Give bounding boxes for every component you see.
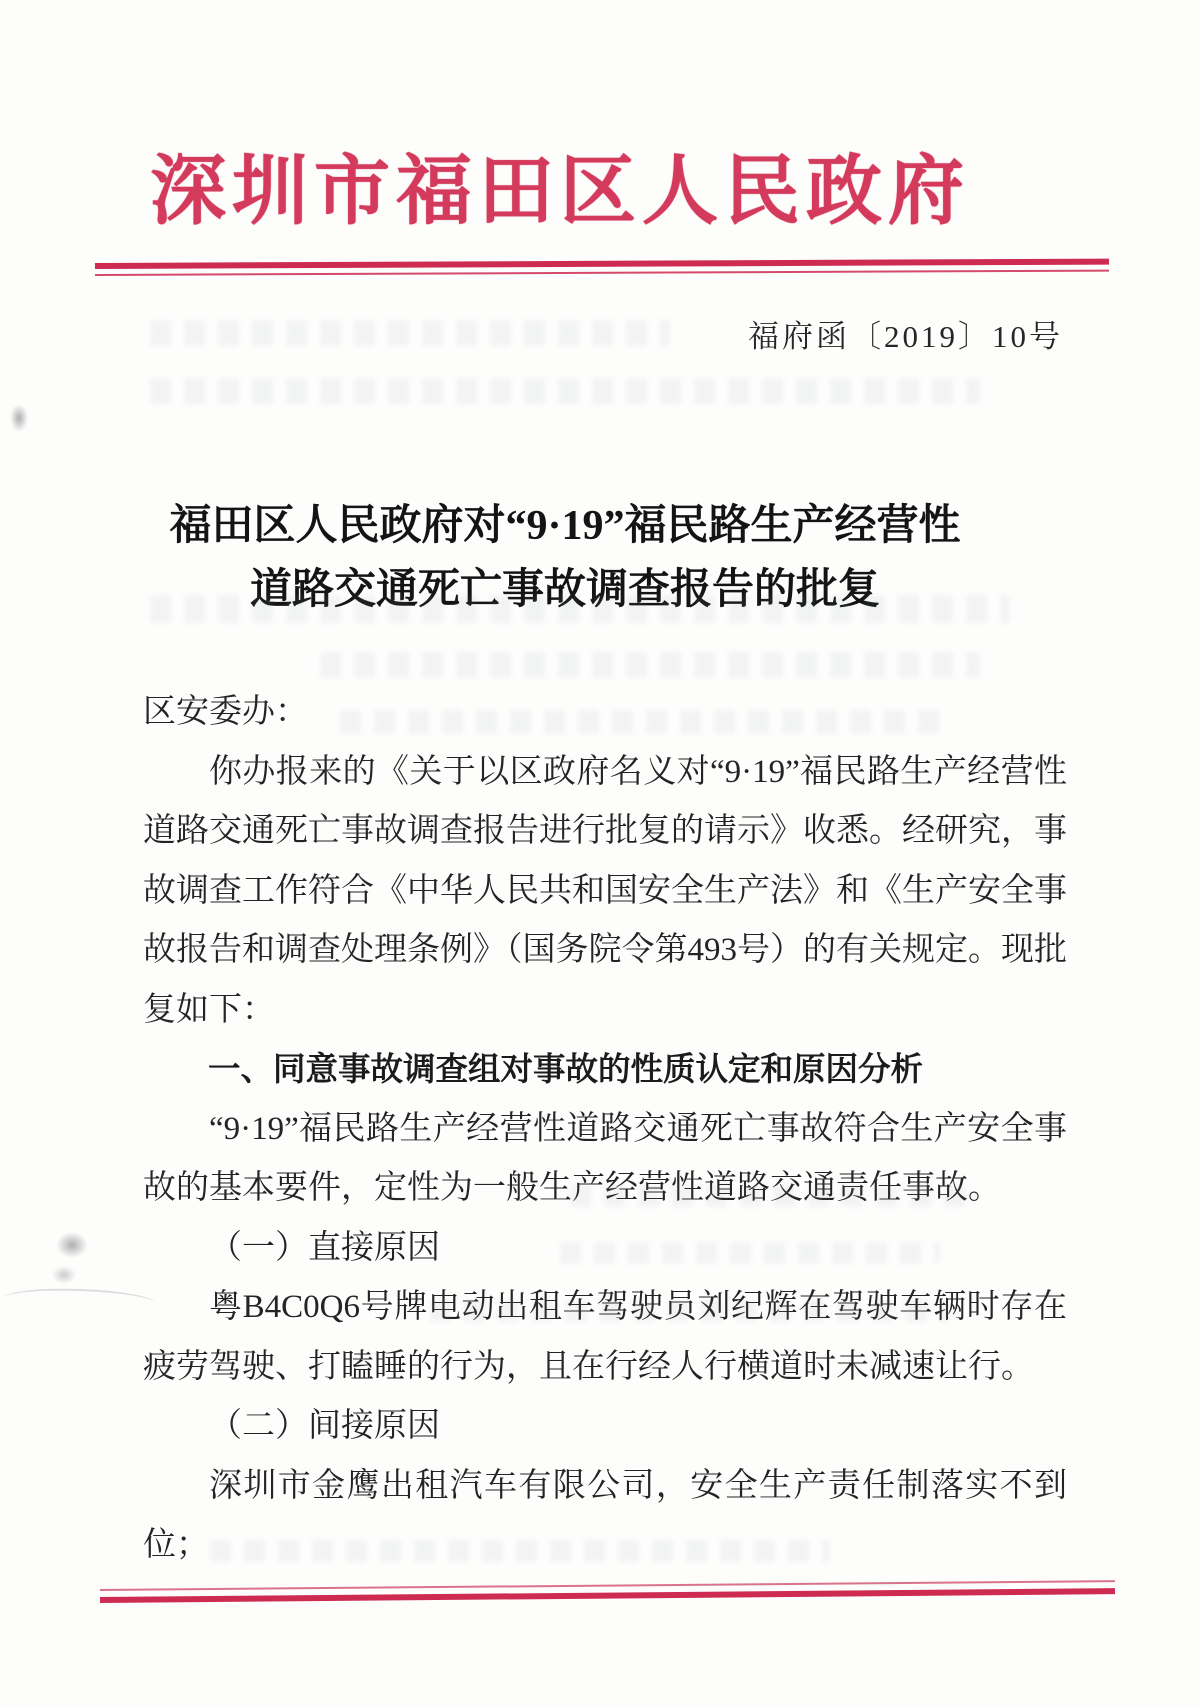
document-body bbox=[143, 683, 1067, 1576]
letterhead-rule bbox=[95, 259, 1109, 276]
document-number: 福府函〔2019〕10号 bbox=[748, 319, 1063, 354]
bleedthrough-smudge bbox=[320, 652, 980, 678]
subsection-1-heading: （一）直接原因 bbox=[209, 1229, 440, 1266]
footer-rule bbox=[100, 1580, 1115, 1603]
ink-speck bbox=[10, 404, 28, 432]
bleedthrough-smudge bbox=[150, 378, 980, 404]
paragraph-intro: 你办报来的《关于以区政府名义对“9·19”福民路生产经营性道路交通死亡事故调查报告进行批复的请示》收悉。经研究，事故调查工作符合《中华人民共和国安全生产法》和《生产安全事故报告和调查处理条例》（国务院令第493号）的有关规定。现批复如下： bbox=[143, 753, 1067, 1028]
document-title-line-1: 福田区人民政府对“9·19”福民路生产经营性 bbox=[169, 503, 961, 549]
paragraph-direct-cause: 粤B4C0Q6号牌电动出租车驾驶员刘纪辉在驾驶车辆时存在疲劳驾驶、打瞌睡的行为，且在行经人行横道时未减速让行。 bbox=[143, 1289, 1067, 1385]
ink-speck bbox=[52, 1266, 76, 1284]
ink-speck bbox=[56, 1232, 88, 1258]
document-title-line-2: 道路交通死亡事故调查报告的批复 bbox=[249, 567, 880, 613]
section-1-heading: 一、同意事故调查组对事故的性质认定和原因分析 bbox=[208, 1051, 924, 1087]
salutation: 区安委办： bbox=[143, 694, 308, 730]
scan-crease-mark bbox=[4, 1286, 156, 1303]
subsection-2-heading: （二）间接原因 bbox=[209, 1408, 440, 1444]
letterhead-title: 深圳市福田区人民政府 bbox=[150, 150, 970, 234]
paragraph-accident-nature: “9·19”福民路生产经营性道路交通死亡事故符合生产安全事故的基本要件，定性为一般生产经营性道路交通责任事故。 bbox=[143, 1110, 1067, 1206]
paragraph-indirect-cause: 深圳市金鹰出租汽车有限公司，安全生产责任制落实不到位； bbox=[143, 1467, 1067, 1563]
document-title bbox=[105, 494, 1025, 622]
